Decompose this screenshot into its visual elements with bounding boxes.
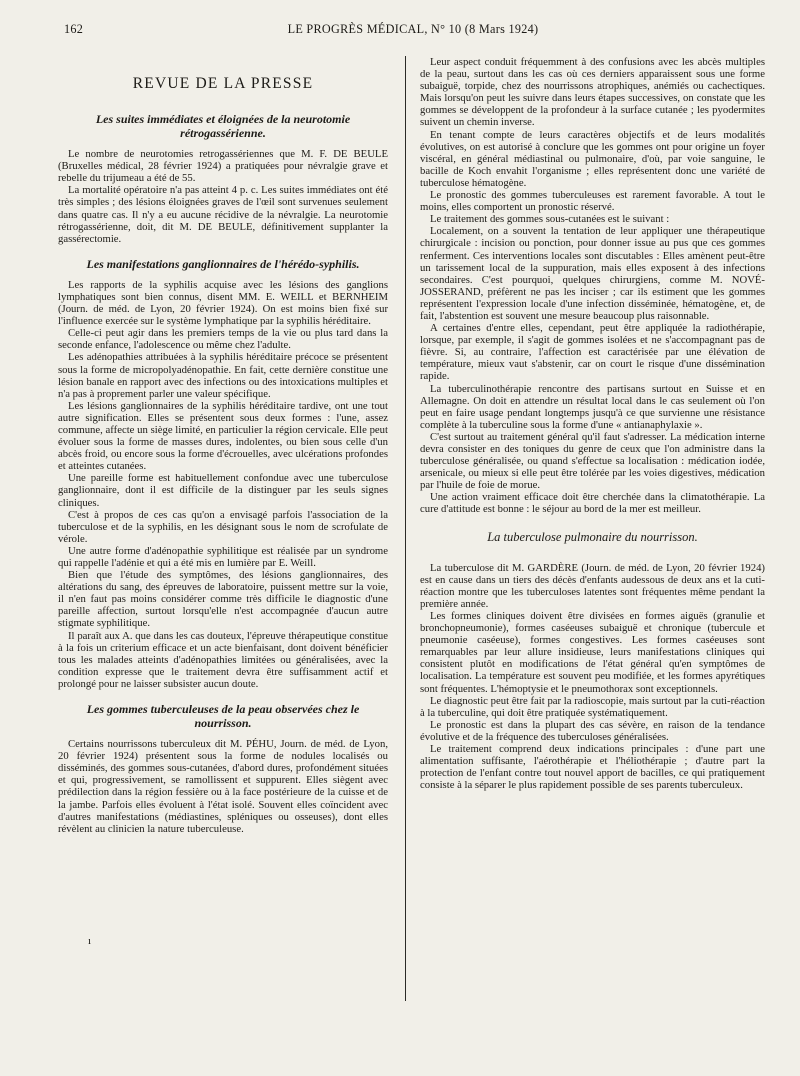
paragraph: Le pronostic est dans la plupart des cas sévère, en raison de la tendance évolutive et de la fréquence des tuberculoses généralisées. (420, 718, 765, 743)
paragraph: Le diagnostic peut être fait par la radioscopie, mais surtout par la cuti-réaction à la tuberculine, qui doit être pratiquée systématiquement. (420, 694, 765, 719)
left-column (58, 54, 388, 1058)
paragraph: Certains nourrissons tuberculeux dit M. PÉHU, Journ. de méd. de Lyon, 20 février 1924) présentent sous la forme de nodules localisés ou disséminés, des gommes sous-cutanées, d'abord dures, profondément situées et qui, progressivement, se ramollissent et suppurent. Elles siègent avec prédilection dans la région fessière ou à la face postérieure de la cuisse et de la jambe. Parfois elles évoluent à l'état isolé. Souvent elles coïncident avec d'autres manifestations (médiastines, spléniques ou osseuses), dont elles révèlent au clinicien la nature tuberculeuse. (58, 738, 388, 835)
right-column (420, 56, 765, 1058)
paragraph: Une autre forme d'adénopathie syphilitique est réalisée par un syndrome qui rappelle l'adénie et qui a été mis en lumière par E. Weill. (58, 544, 388, 569)
paragraph: Les adénopathies attribuées à la syphilis héréditaire précoce se présentent sous la forme de micropolyadénopathie. En fait, cette dernière constitue une lésion banale en rapport avec des infections ou des intoxications multiples et n'a pas à proprement parler une valeur spécifique. (58, 351, 388, 400)
paragraph: Les rapports de la syphilis acquise avec les lésions des ganglions lymphatiques sont bien connus, disent MM. E. WEILL et BERNHEIM (Journ. de méd. de Lyon, 20 février 1924). On est moins bien fixé sur l'influence exercée sur le système lymphatique par la syphilis héréditaire. (58, 278, 388, 328)
section-title: REVUE DE LA PRESSE (132, 75, 314, 92)
page-number: 162 (64, 22, 84, 36)
paragraph: Localement, on a souvent la tentation de leur appliquer une thérapeutique chirurgicale : incision ou ponction, pour donner issue au pus que ces gommes renferment. Ces interventions locales sont discutables : Elles amènent peut-être un tarissement local de la suppuration, mais elles exposent à des infections secondaires. C'est pourquoi, quelques chirurgiens, comme M. NOVÉ-JOSSERAND, préfèrent ne pas les inciser ; car ils estiment que les gommes représentent l'expression locale d'une infection disséminée, hématogène, et, de fait, l'abstention est souvent une mesure beaucoup plus raisonnable. (420, 225, 765, 322)
running-header (64, 22, 762, 38)
paragraph: A certaines d'entre elles, cependant, peut être appliquée la radiothérapie, lorsque, par exemple, il s'agit de gommes isolées et ne s'accompagnant pas de fièvre. Si, au contraire, l'affection est caractérisée par une élévation de température, mieux vaut s'abstenir, car on court le risque d'une dissémination rapide. (420, 322, 765, 383)
article-title-neurotomie: Les suites immédiates et éloignées de la neurotomie rétrogassérienne. (95, 112, 351, 141)
paragraph: Bien que l'étude des symptômes, des lésions ganglionnaires, des altérations du sang, des épreuves de laboratoire, puissent mettre sur la voie, il n'en faut pas moins considérer comme très difficile le diagnostic d'une pareille affection, surtout lorsqu'elle n'est accompagnée d'aucun autre stigmate syphilitique. (58, 569, 388, 630)
paragraph: Celle-ci peut agir dans les premiers temps de la vie ou plus tard dans la seconde enfance, l'adolescence ou même chez l'adulte. (58, 327, 388, 352)
paragraph: En tenant compte de leurs caractères objectifs et de leurs modalités évolutives, on est autorisé à conclure que les gommes ont pour origine un foyer viscéral, en général médiastinal ou pulmonaire, d'où, par voie sanguine, le bacille de Koch envahit l'organisme ; elles représentent donc une variété de tuberculose hématogène. (420, 128, 765, 189)
paragraph: Le traitement des gommes sous-cutanées est le suivant : (430, 213, 670, 226)
paragraph: Il paraît aux A. que dans les cas douteux, l'épreuve thérapeutique constitue à la fois un criterium efficace et un acte bienfaisant, dont doivent bénéficier tous les malades atteints d'adénopathies limitées ou généralisées, avec la condition expresse que le traitement devra être suffisamment actif et prolongé pour ne laisser subsister aucun doute. (58, 629, 388, 690)
paragraph: Une pareille forme est habituellement confondue avec une tuberculose ganglionnaire, dont il est difficile de la distinguer par les seuls signes cliniques. (58, 472, 388, 509)
paragraph: Le nombre de neurotomies retrogassériennes que M. F. DE BEULE (Bruxelles médical, 28 février 1924) a pratiquées pour névralgie grave et rebelle du trijumeau a été de 55. (58, 148, 388, 185)
paragraph: C'est à propos de ces cas qu'on a envisagé parfois l'association de la tuberculose et de la syphilis, en les désignant sous le nom de scrofulate de vérole. (58, 508, 388, 545)
paragraph: Le traitement comprend deux indications principales : d'une part une alimentation suffisante, l'aérothérapie et l'héliothérapie ; d'autre part la protection de l'enfant contre tout nouvel apport de bacilles, ce qui pratiquement consiste à la séparer le plus rapidement possible de ses parents tuberculeux. (420, 742, 765, 792)
paragraph: Une action vraiment efficace doit être cherchée dans la climatothérapie. La cure d'attitude est bonne : le séjour au bord de la mer est meilleur. (420, 491, 765, 516)
paragraph: La tuberculose dit M. GARDÈRE (Journ. de méd. de Lyon, 20 février 1924) est en cause dans un tiers des décès d'enfants audessous de deux ans et la cuti-réaction montre que les tuberculoses latentes sont fréquentes même pendant la première année. (420, 561, 765, 610)
stray-mark: ı (88, 934, 92, 947)
article-title-gommes-tuberculeuses: Les gommes tuberculeuses de la peau observées chez le nourrisson. (86, 702, 360, 731)
paragraph: Le pronostic des gommes tuberculeuses est rarement favorable. A tout le moins, elles comportent un pronostic réservé. (420, 189, 765, 214)
column-rule (405, 56, 406, 1001)
paragraph: La tuberculinothérapie rencontre des partisans surtout en Suisse et en Allemagne. On doit en attendre un résultat local dans le cas seulement où l'on peut en faire usage pendant longtemps jusqu'à ce que survienne une résistance complète à la tuberculine sous la forme d'une « antianaphylaxie ». (420, 382, 765, 431)
article-title-tuberculose-pulmonaire: La tuberculose pulmonaire du nourrisson. (487, 529, 698, 544)
paragraph: Les formes cliniques doivent être divisées en formes aiguës (granulie et bronchopneumonie), formes caséeuses subaiguë et chronique (tubercule et pneumonie caséeuse), formes congestives. Les formes caséeuses sont remarquables par leur allure insidieuse, leurs manifestations cliniques qui consistent plutôt en modifications de l'état général qu'en symptômes de localisation. La température est souvent peu modifiée, et les formes apyrétiques sont fréquentes. L'hémoptysie et le pneumothorax sont exceptionnels. (420, 609, 765, 695)
journal-title: LE PROGRÈS MÉDICAL, N° 10 (8 Mars 1924) (287, 22, 539, 36)
paragraph: La mortalité opératoire n'a pas atteint 4 p. c. Les suites immédiates ont été très simples ; des lésions éloignées graves de l'œil sont survenues seulement dans quatre cas. Il n'y a eu aucune récidive de la névralgie. La neurotomie rétrogassérienne, doit, dit M. DE BEULE, définitivement supplanter la gassérectomie. (58, 184, 388, 245)
article-title-heredo-syphilis: Les manifestations ganglionnaires de l'hérédo-syphilis. (86, 256, 360, 271)
paragraph: C'est surtout au traitement général qu'il faut s'adresser. La médication interne devra consister en des toniques du genre de ceux que l'on administre dans la tuberculose généralisée, ou quand s'effectue sa localisation : médication iodée, arsenicale, ou mieux si elle peut être tolérée par les voies digestives, médication par l'huile de foie de morue. (420, 430, 765, 492)
paragraph: Les lésions ganglionnaires de la syphilis héréditaire tardive, ont une tout autre signification. Elles se présentent sous deux formes : l'une, assez commune, affecte un siège limité, en particulier la région cervicale. Elle peut évoluer sous la forme de masses dures, indolentes, ou bien sous celle d'un abcès froid, ou encore sous la forme d'écrouelles, avec ulcérations profondes et atteintes cutanées. (58, 399, 388, 473)
paragraph: Leur aspect conduit fréquemment à des confusions avec les abcès multiples de la peau, surtout dans les cas où ces derniers apparaissent sous une forme subaiguë, torpide, chez des nourrissons atrophiques, anémiés ou cachectiques. Mais lorsqu'on peut les suivre dans leurs étapes successives, on constate que les gommes se développent de la profondeur à la surface cutanée ; les pyodermites suivent un chemin inverse. (420, 56, 765, 129)
